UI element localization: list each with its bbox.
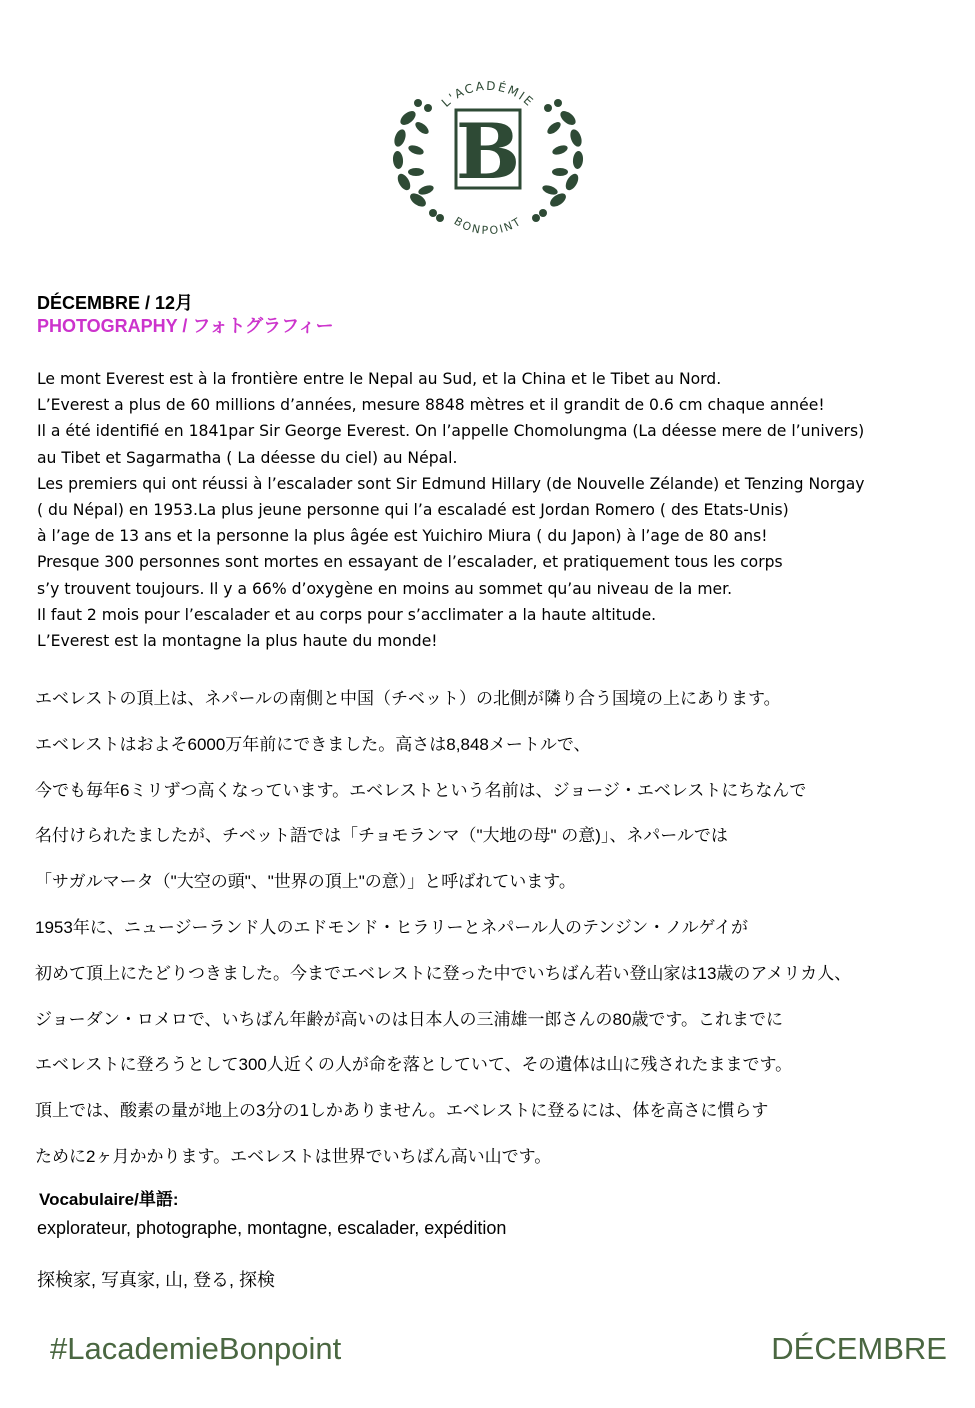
- month-title: DÉCEMBRE / 12月: [37, 293, 194, 313]
- french-line: Il a été identifié en 1841par Sir George Everest. On l’appelle Chomolungma (La déesse mere de l’univers): [37, 422, 865, 441]
- japanese-line: エベレストに登ろうとして300人近くの人が命を落としていて、その遺体は山に残されたままです。: [35, 1055, 793, 1075]
- japanese-line: 今でも毎年6ミリずつ高くなっています。エベレストという名前は、ジョージ・エベレストにちなんで: [35, 780, 807, 800]
- logo-top-text: L'ACADÉMIE: [438, 78, 538, 110]
- subject-title: PHOTOGRAPHY / フォトグラフィー: [37, 316, 334, 336]
- japanese-line: エベレストはおよそ6000万年前にできました。高さは8,848メートルで、: [35, 734, 591, 754]
- logo-letter: B: [455, 107, 521, 196]
- french-line: L’Everest est la montagne la plus haute du monde!: [37, 631, 438, 650]
- french-line: au Tibet et Sagarmatha ( La déesse du ciel) au Népal.: [37, 448, 458, 467]
- japanese-paragraph: [35, 688, 970, 1192]
- japanese-line: ために2ヶ月かかります。エベレストは世界でいちばん高い山です。: [35, 1146, 552, 1166]
- french-line: s’y trouvent toujours. Il y a 66% d’oxygène en moins au sommet qu’au niveau de la mer.: [37, 579, 733, 598]
- svg-text:L'ACADÉMIE: [439, 79, 537, 110]
- french-paragraph: [37, 366, 969, 654]
- japanese-line: 名付けられたましたが、チベット語では「チョモランマ（"大地の母" の意)」、ネパールでは: [35, 826, 728, 846]
- japanese-line: ジョーダン・ロメロで、いちばん年齢が高いのは日本人の三浦雄一郎さんの80歳です。これまでに: [35, 1009, 784, 1029]
- french-line: L’Everest a plus de 60 millions d’années, mesure 8848 mètres et il grandit de 0.6 cm chaque année!: [37, 396, 825, 415]
- logo-bottom-text: BONPOINT: [451, 214, 525, 238]
- french-line: Les premiers qui ont réussi à l’escalader sont Sir Edmund Hillary (de Nouvelle Zélande) et Tenzing Norgay: [37, 474, 865, 493]
- academie-bonpoint-logo: [378, 48, 598, 248]
- japanese-line: 「サガルマータ（"大空の頭"、"世界の頂上"の意）」と呼ばれています。: [35, 872, 576, 892]
- french-line: ( du Népal) en 1953.La plus jeune personne qui l’a escaladé est Jordan Romero ( des Etats-Unis): [37, 500, 789, 519]
- french-line: Presque 300 personnes sont mortes en essayant de l’escalader, et pratiquement tous les corps: [37, 553, 783, 572]
- french-line: à l’age de 13 ans et la personne la plus âgée est Yuichiro Miura ( du Japon) à l’age de 80 ans!: [37, 527, 768, 546]
- footer-month: DÉCEMBRE: [771, 1331, 947, 1366]
- japanese-line: 初めて頂上にたどりつきました。今までエベレストに登った中でいちばん若い登山家は13歳のアメリカ人、: [35, 963, 852, 983]
- laurel-left-icon: [392, 99, 444, 222]
- vocabulary-title: Vocabulaire/単語:: [39, 1190, 179, 1209]
- vocabulary-japanese: 探検家, 写真家, 山, 登る, 探検: [37, 1270, 276, 1290]
- svg-text:BONPOINT: [452, 215, 525, 238]
- japanese-line: 頂上では、酸素の量が地上の3分の1しかありません。エベレストに登るには、体を高さに慣らす: [35, 1101, 769, 1121]
- laurel-right-icon: [532, 99, 584, 222]
- page-heading: [37, 292, 334, 338]
- japanese-line: 1953年に、ニュージーランド人のエドモンド・ヒラリーとネパール人のテンジン・ノルゲイが: [35, 917, 749, 937]
- japanese-line: エベレストの頂上は、ネパールの南側と中国（チベット）の北側が隣り合う国境の上にあります。: [35, 689, 781, 708]
- vocabulary-french: explorateur, photographe, montagne, escalader, expédition: [37, 1218, 507, 1238]
- french-line: Le mont Everest est à la frontière entre le Nepal au Sud, et la China et le Tibet au Nord.: [37, 370, 722, 388]
- french-line: Il faut 2 mois pour l’escalader et au corps pour s’acclimater a la haute altitude.: [37, 605, 657, 624]
- footer-hashtag: #LacademieBonpoint: [50, 1331, 342, 1366]
